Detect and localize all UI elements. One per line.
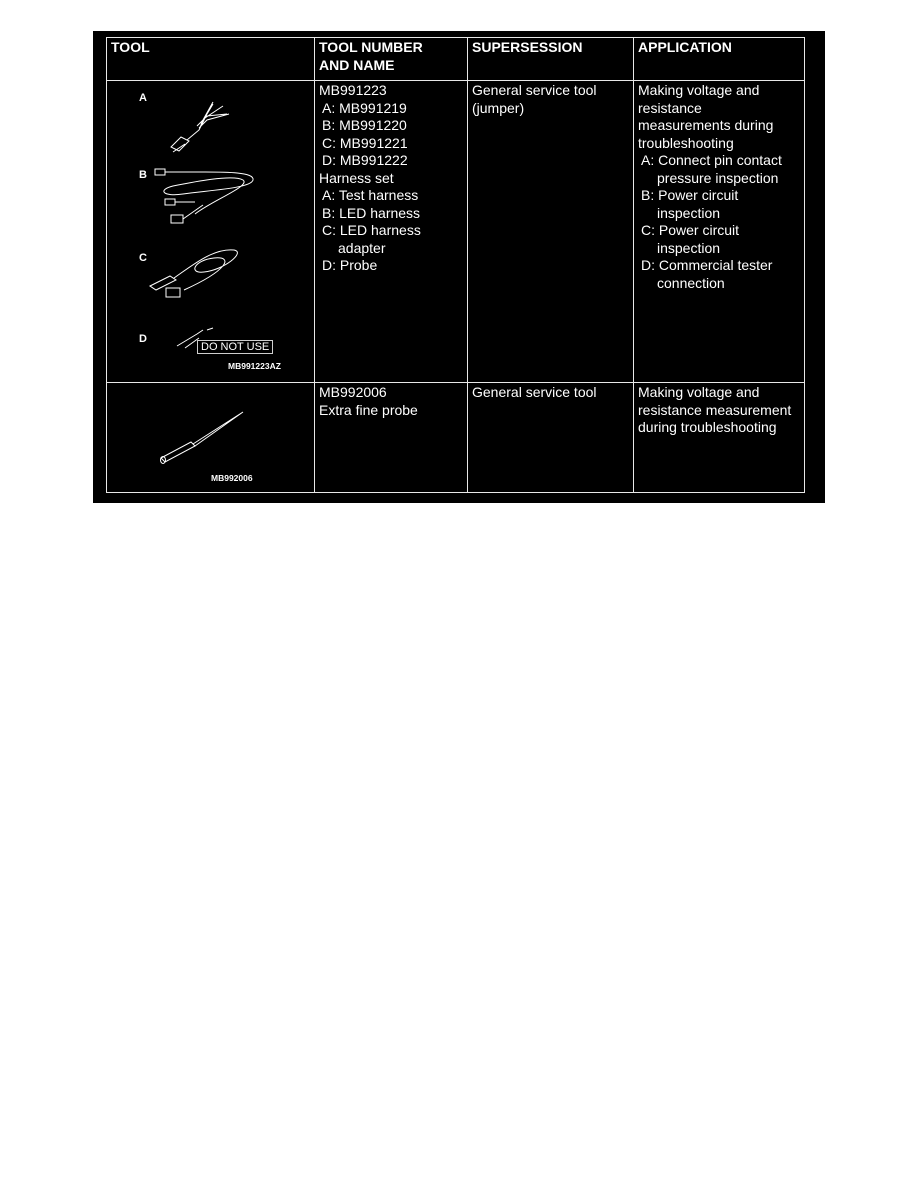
do-not-use-label: DO NOT USE [197, 340, 273, 354]
application-item: A: Connect pin contact [641, 152, 782, 168]
illustration-code: MB991223AZ [228, 361, 281, 371]
header-tool-number [315, 38, 468, 81]
tool-number-part: B: MB991220 [322, 117, 407, 133]
tool-number: MB991223 [319, 82, 387, 98]
tool-number: MB992006 [319, 384, 387, 400]
application-item-cont: connection [657, 274, 725, 291]
tool-name-part: C: LED harness [322, 222, 421, 238]
header-application-label: APPLICATION [638, 39, 732, 55]
header-supersession-label: SUPERSESSION [472, 39, 583, 55]
tool-illustration-cell [107, 383, 315, 493]
header-tool [107, 38, 315, 81]
label-c: C [139, 252, 147, 264]
label-d: D [139, 333, 147, 345]
application-text: troubleshooting [638, 134, 734, 151]
supersession-cell [468, 383, 634, 493]
application-text: during troubleshooting [638, 419, 777, 435]
header-tool-number-line2: AND NAME [319, 56, 395, 73]
supersession-cell [468, 81, 634, 383]
tool-name-part: D: Probe [322, 257, 378, 273]
led-harness-adapter-icon [146, 242, 246, 302]
test-harness-icon [161, 92, 241, 162]
application-item-cont: inspection [657, 204, 721, 221]
illustration-code: MB992006 [211, 473, 253, 483]
application-cell [634, 383, 805, 493]
application-text: resistance measurement [638, 401, 792, 418]
application-item: D: Commercial tester [641, 257, 773, 273]
tool-illustration-cell [107, 81, 315, 383]
label-a: A [139, 92, 147, 104]
application-item-cont: inspection [657, 239, 721, 256]
application-item: C: Power circuit [641, 222, 740, 238]
application-cell [634, 81, 805, 383]
header-application [634, 38, 805, 81]
tool-name-part: A: Test harness [322, 187, 419, 203]
harness-set-illustration [111, 82, 310, 382]
header-supersession [468, 38, 634, 81]
header-tool-number-line1: TOOL NUMBER [319, 39, 423, 55]
tool-number-part: D: MB991222 [322, 152, 408, 168]
supersession-text: (jumper) [472, 99, 525, 116]
table-row [107, 383, 805, 493]
table-row [107, 81, 805, 383]
extra-fine-probe-icon [157, 408, 247, 468]
application-item: B: Power circuit [641, 187, 739, 203]
table-header-row [107, 38, 805, 81]
tool-number-cell [315, 383, 468, 493]
application-text: Making voltage and [638, 82, 760, 98]
application-text: measurements during [638, 117, 774, 133]
header-tool-label: TOOL [111, 39, 150, 55]
supersession-text: General service tool [472, 384, 597, 400]
tool-name-part-cont: adapter [338, 239, 386, 256]
application-text: Making voltage and [638, 384, 760, 400]
supersession-text: General service tool [472, 82, 597, 98]
document-panel [93, 31, 825, 503]
tool-name: Extra fine probe [319, 401, 418, 418]
tool-number-cell [315, 81, 468, 383]
led-harness-icon [151, 167, 261, 227]
tool-name: Harness set [319, 169, 394, 186]
tool-number-part: A: MB991219 [322, 99, 407, 116]
special-tools-table [106, 37, 805, 493]
extra-fine-probe-illustration [111, 384, 310, 492]
tool-name-part: B: LED harness [322, 204, 421, 221]
application-item-cont: pressure inspection [657, 169, 779, 186]
application-text: resistance [638, 99, 702, 116]
tool-number-part: C: MB991221 [322, 134, 408, 151]
label-b: B [139, 169, 147, 181]
